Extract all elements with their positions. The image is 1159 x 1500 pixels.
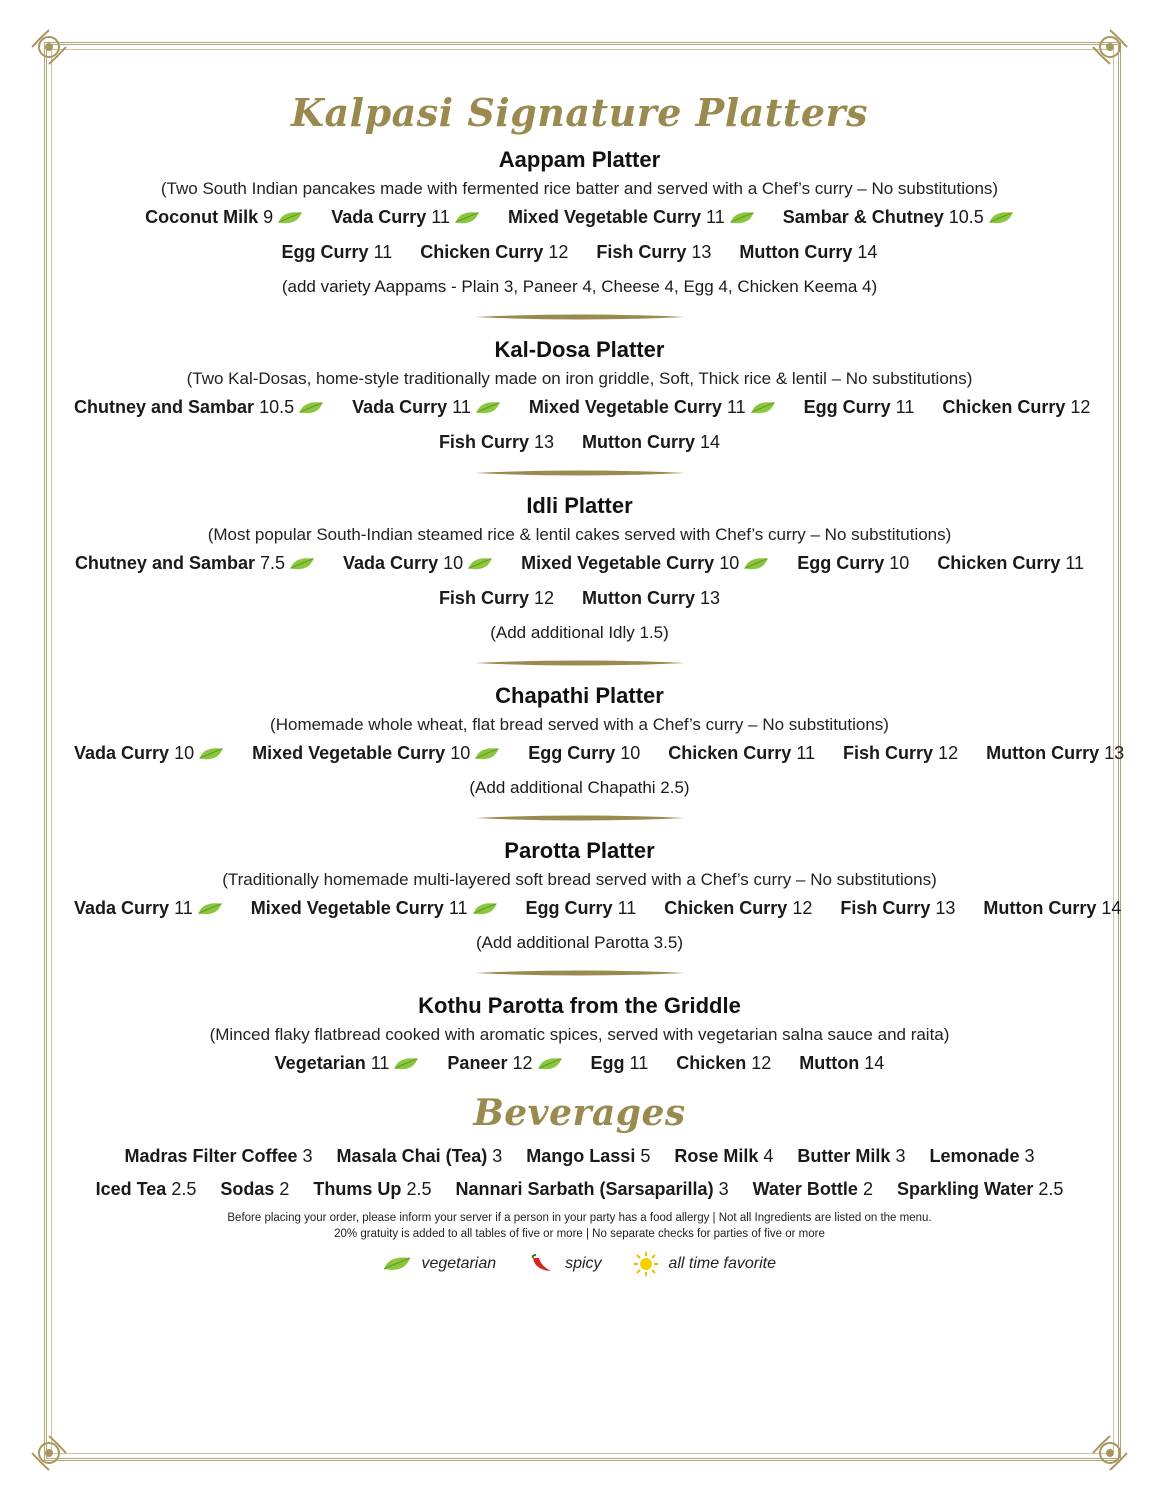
item-name: Mutton Curry [582, 432, 695, 452]
beverage-price: 3 [492, 1146, 503, 1166]
section-title: Kothu Parotta from the Griddle [418, 993, 741, 1018]
item-price: 13 [935, 898, 956, 918]
section-description: (Homemade whole wheat, flat bread served with a Chef’s curry – No substitutions) [270, 715, 889, 734]
item-name: Vada Curry [331, 207, 427, 227]
leaf-icon [298, 400, 324, 416]
leaf-icon [750, 400, 776, 416]
leaf-icon [475, 400, 501, 416]
beverage-row [60, 1146, 1099, 1167]
item-price: 14 [700, 432, 721, 452]
item-name: Mixed Vegetable Curry [507, 207, 702, 227]
menu-item [282, 242, 393, 263]
menu-item [343, 553, 493, 574]
item-name: Egg Curry [525, 898, 613, 918]
item-price: 14 [864, 1053, 885, 1073]
item-price: 7.5 [260, 553, 286, 573]
item-name: Egg Curry [797, 553, 885, 573]
menu-item [529, 397, 776, 418]
item-name: Mixed Vegetable Curry [252, 743, 446, 763]
beverage-name: Iced Tea [95, 1179, 167, 1199]
section-divider [475, 814, 685, 822]
leaf-icon [537, 1056, 563, 1072]
item-name: Mutton Curry [582, 588, 695, 608]
item-price: 13 [533, 432, 555, 452]
item-name: Vada Curry [74, 898, 170, 918]
section-description: (Most popular South-Indian steamed rice & lentil cakes served with Chef’s curry – No substitutions) [207, 525, 952, 544]
item-price: 11 [895, 397, 915, 417]
section-description: (Traditionally homemade multi-layered soft bread served with a Chef’s curry – No substitutions) [222, 870, 937, 889]
menu-item [528, 743, 640, 764]
menu-item [668, 743, 815, 764]
beverage-name: Lemonade [929, 1146, 1020, 1166]
item-name: Fish Curry [596, 242, 687, 262]
beverage-name: Madras Filter Coffee [124, 1146, 298, 1166]
beverage-name: Water Bottle [752, 1179, 858, 1199]
beverage-item [313, 1179, 431, 1200]
item-price: 10 [620, 743, 641, 763]
legend-vegetarian [383, 1255, 496, 1273]
item-name: Chutney and Sambar [74, 553, 255, 573]
beverage-price: 3 [895, 1146, 906, 1166]
leaf-icon [472, 901, 498, 917]
item-name: Mixed Vegetable Curry [528, 397, 722, 417]
item-name: Chutney and Sambar [74, 397, 255, 417]
section-note: (add variety Aappams - Plain 3, Paneer 4, Cheese 4, Egg 4, Chicken Keema 4) [281, 277, 878, 296]
corner-ornament-icon [1091, 28, 1129, 66]
menu-row [60, 743, 1125, 764]
corner-ornament-icon [30, 1434, 68, 1472]
leaf-icon [474, 746, 500, 762]
item-price: 14 [857, 242, 878, 262]
item-price: 10.5 [259, 397, 295, 417]
menu-row [60, 207, 1099, 228]
item-price: 11 [706, 207, 725, 227]
menu-item [983, 898, 1121, 919]
item-price: 11 [452, 397, 471, 417]
item-name: Chicken [676, 1053, 747, 1073]
menu-item [591, 1053, 649, 1074]
menu-item [797, 553, 909, 574]
gratuity-note: 20% gratuity is added to all tables of five or more | No separate checks for parties of five or more [334, 1228, 825, 1240]
item-price: 11 [796, 743, 816, 763]
item-name: Vada Curry [352, 397, 448, 417]
leaf-icon [729, 210, 755, 226]
beverage-price: 3 [718, 1179, 729, 1199]
menu-item [439, 588, 554, 609]
menu-item [447, 1053, 562, 1074]
beverage-price: 2.5 [406, 1179, 432, 1199]
beverage-item [220, 1179, 289, 1200]
section-note: (Add additional Idly 1.5) [490, 623, 669, 642]
item-name: Egg Curry [528, 743, 616, 763]
menu-item [521, 553, 769, 574]
platter-section [60, 147, 1099, 297]
menu-row [60, 588, 1099, 609]
menu-item [508, 207, 755, 228]
section-divider [475, 969, 685, 977]
menu-item [664, 898, 812, 919]
item-price: 10 [443, 553, 464, 573]
beverage-row [60, 1179, 1099, 1200]
section-note: (Add additional Parotta 3.5) [476, 933, 683, 952]
menu-row [60, 397, 1099, 418]
item-price: 10 [889, 553, 910, 573]
item-name: Mutton [799, 1053, 860, 1073]
page-title: Kalpasi Signature Platters [291, 90, 868, 135]
item-price: 10 [719, 553, 740, 573]
menu-item [439, 432, 554, 453]
legend-spicy-label: spicy [565, 1255, 602, 1273]
item-name: Sambar & Chutney [782, 207, 944, 227]
beverage-name: Thums Up [313, 1179, 402, 1199]
leaf-icon [393, 1056, 419, 1072]
section-title: Parotta Platter [504, 838, 655, 863]
sun-icon [634, 1252, 658, 1276]
section-divider [475, 659, 685, 667]
beverage-price: 4 [763, 1146, 774, 1166]
item-price: 11 [373, 242, 393, 262]
item-price: 11 [448, 898, 468, 918]
corner-ornament-icon [1091, 1434, 1129, 1472]
beverage-item [526, 1146, 650, 1167]
menu-item [799, 1053, 884, 1074]
platter-sections [60, 147, 1125, 1074]
item-price: 11 [1065, 553, 1085, 573]
menu-item [252, 743, 500, 764]
section-description: (Minced flaky flatbread cooked with aromatic spices, served with vegetarian salna sauce and raita) [209, 1025, 950, 1044]
item-name: Egg Curry [803, 397, 891, 417]
item-name: Fish Curry [438, 432, 529, 452]
item-name: Chicken Curry [937, 553, 1061, 573]
section-title: Kal-Dosa Platter [494, 337, 665, 362]
item-price: 11 [617, 898, 637, 918]
menu-item [74, 898, 223, 919]
item-name: Mutton Curry [986, 743, 1100, 763]
menu-item [582, 432, 720, 453]
menu-item [676, 1053, 771, 1074]
menu-item [783, 207, 1014, 228]
beverage-item [337, 1146, 503, 1167]
corner-ornament-icon [30, 28, 68, 66]
beverage-item [96, 1179, 197, 1200]
item-name: Egg Curry [281, 242, 369, 262]
beverage-price: 5 [640, 1146, 651, 1166]
menu-item [275, 1053, 420, 1074]
item-name: Vada Curry [74, 743, 170, 763]
item-price: 13 [691, 242, 712, 262]
item-name: Mutton Curry [739, 242, 853, 262]
leaf-icon [197, 901, 223, 917]
section-title: Chapathi Platter [495, 683, 664, 708]
beverage-price: 2.5 [1038, 1179, 1064, 1199]
item-price: 12 [938, 743, 959, 763]
platter-section [60, 838, 1122, 953]
beverage-name: Mango Lassi [526, 1146, 636, 1166]
menu-item [74, 397, 324, 418]
platter-section [60, 493, 1099, 643]
section-description: (Two South Indian pancakes made with fermented rice batter and served with a Chef’s curry – No substitutions) [160, 179, 999, 198]
beverage-name: Butter Milk [797, 1146, 891, 1166]
item-name: Chicken Curry [664, 898, 788, 918]
beverage-item [797, 1146, 905, 1167]
menu-item [937, 553, 1084, 574]
menu-item [75, 553, 315, 574]
menu-item [596, 242, 711, 263]
leaf-icon [289, 556, 315, 572]
menu-item [331, 207, 480, 228]
beverage-price: 2.5 [171, 1179, 197, 1199]
beverage-item [753, 1179, 873, 1200]
menu-row [60, 242, 1099, 263]
item-price: 10 [450, 743, 471, 763]
item-price: 12 [548, 242, 569, 262]
menu-item [526, 898, 637, 919]
beverage-name: Masala Chai (Tea) [336, 1146, 488, 1166]
item-price: 9 [263, 207, 274, 227]
allergy-note: Before placing your order, please inform your server if a person in your party has a food allergy | Not all Ingredients are listed on the menu. [227, 1212, 932, 1224]
item-price: 11 [174, 898, 193, 918]
menu-page [60, 80, 1125, 1276]
beverage-name: Sodas [220, 1179, 275, 1199]
menu-item [804, 397, 915, 418]
section-title: Idli Platter [526, 493, 633, 518]
menu-row [60, 553, 1099, 574]
leaf-icon [454, 210, 480, 226]
item-name: Chicken Curry [942, 397, 1066, 417]
leaf-icon [988, 210, 1014, 226]
section-divider [475, 469, 685, 477]
platter-section [60, 337, 1099, 453]
item-price: 13 [700, 588, 721, 608]
section-description: (Two Kal-Dosas, home-style traditionally made on iron griddle, Soft, Thick rice & lentil – No substitutions) [186, 369, 973, 388]
beverage-item [455, 1179, 728, 1200]
beverage-price: 3 [1024, 1146, 1035, 1166]
legend-favorite [634, 1252, 776, 1276]
item-name: Mixed Vegetable Curry [250, 898, 444, 918]
item-price: 14 [1101, 898, 1122, 918]
item-price: 10 [174, 743, 195, 763]
leaf-icon [467, 556, 493, 572]
beverage-item [897, 1179, 1063, 1200]
item-price: 13 [1104, 743, 1125, 763]
item-name: Fish Curry [438, 588, 529, 608]
menu-item [843, 743, 958, 764]
menu-item [420, 242, 568, 263]
beverage-name: Sparkling Water [896, 1179, 1034, 1199]
section-note: (Add additional Chapathi 2.5) [469, 778, 690, 797]
item-name: Vada Curry [343, 553, 439, 573]
menu-row [60, 898, 1122, 919]
menu-row [60, 1053, 1099, 1074]
beverage-price: 3 [302, 1146, 313, 1166]
item-name: Mixed Vegetable Curry [521, 553, 715, 573]
menu-item [942, 397, 1090, 418]
menu-item [352, 397, 501, 418]
beverage-item [929, 1146, 1034, 1167]
beverage-price: 2 [862, 1179, 873, 1199]
item-price: 11 [370, 1053, 390, 1073]
item-price: 12 [533, 588, 555, 608]
leaf-icon [198, 746, 224, 762]
item-price: 10.5 [948, 207, 984, 227]
menu-item [74, 743, 224, 764]
platter-section [60, 683, 1125, 798]
menu-item [739, 242, 877, 263]
legend-favorite-label: all time favorite [668, 1255, 777, 1273]
item-name: Chicken Curry [668, 743, 792, 763]
menu-item [986, 743, 1124, 764]
item-name: Mutton Curry [983, 898, 1097, 918]
legend-spicy [529, 1254, 602, 1274]
item-price: 11 [629, 1053, 649, 1073]
beverage-price: 2 [279, 1179, 290, 1199]
menu-item [145, 207, 303, 228]
leaf-icon [383, 1255, 411, 1273]
leaf-icon [743, 556, 769, 572]
beverage-name: Rose Milk [674, 1146, 759, 1166]
menu-item [251, 898, 498, 919]
beverages-title: Beverages [473, 1092, 686, 1134]
item-price: 12 [792, 898, 813, 918]
legend [60, 1252, 1099, 1276]
beverage-item [674, 1146, 773, 1167]
item-price: 11 [726, 397, 746, 417]
item-price: 12 [751, 1053, 772, 1073]
platter-section [60, 993, 1099, 1074]
item-name: Vegetarian [274, 1053, 366, 1073]
item-price: 12 [1070, 397, 1091, 417]
menu-item [840, 898, 955, 919]
beverage-item [124, 1146, 312, 1167]
menu-row [60, 432, 1099, 453]
item-name: Fish Curry [840, 898, 931, 918]
chili-icon [529, 1254, 555, 1274]
item-name: Paneer [447, 1053, 508, 1073]
section-divider [475, 313, 685, 321]
item-price: 11 [431, 207, 450, 227]
item-name: Coconut Milk [145, 207, 259, 227]
beverage-name: Nannari Sarbath (Sarsaparilla) [455, 1179, 714, 1199]
section-title: Aappam Platter [498, 147, 661, 172]
menu-item [582, 588, 720, 609]
item-name: Fish Curry [843, 743, 934, 763]
item-name: Chicken Curry [420, 242, 544, 262]
beverages-list [60, 1146, 1099, 1200]
item-price: 12 [512, 1053, 533, 1073]
leaf-icon [277, 210, 303, 226]
item-name: Egg [590, 1053, 625, 1073]
legend-vegetarian-label: vegetarian [421, 1255, 497, 1273]
